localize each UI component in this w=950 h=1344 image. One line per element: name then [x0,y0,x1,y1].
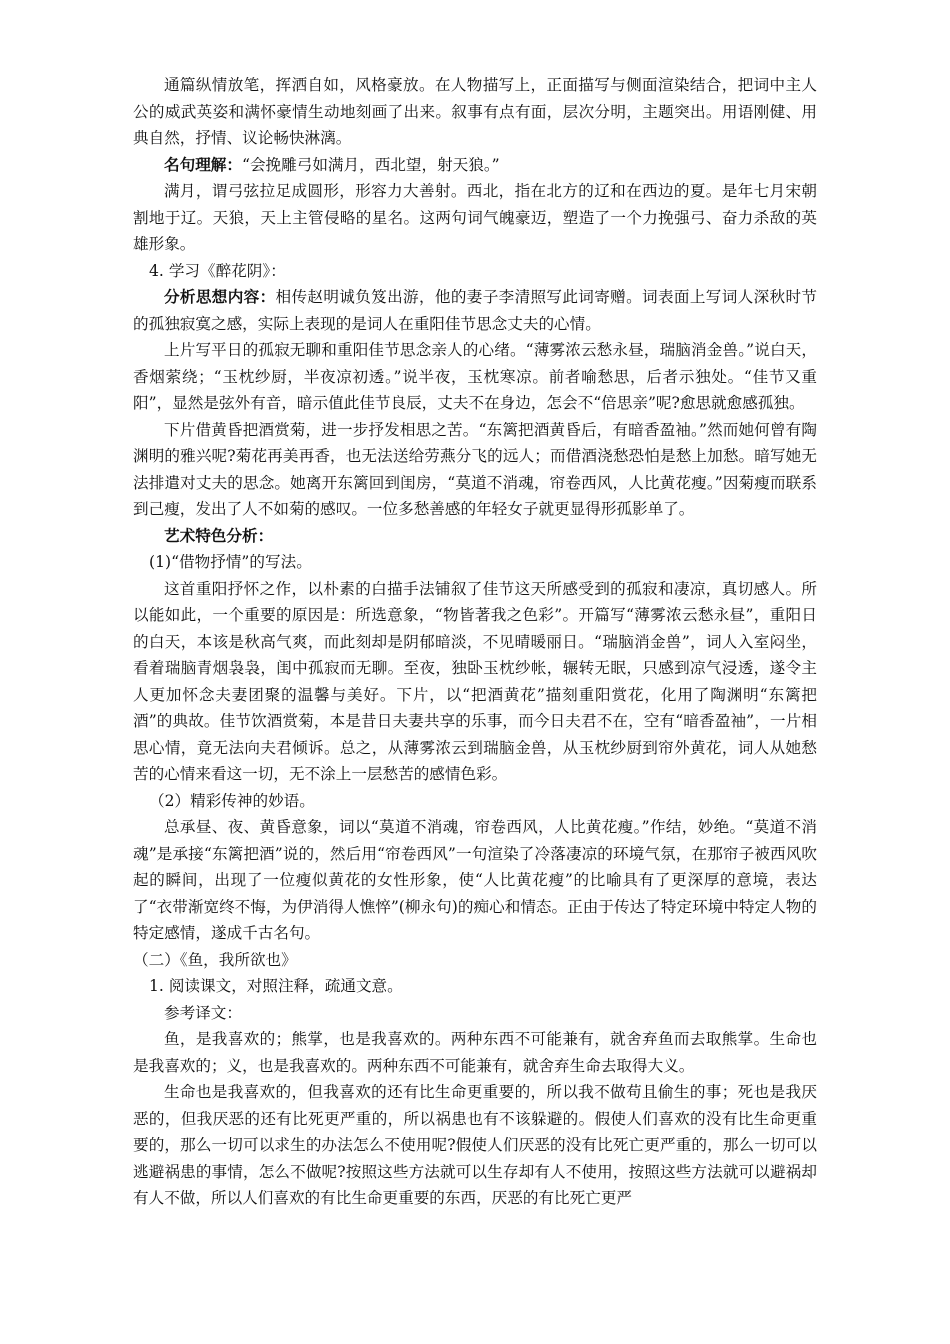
step-heading-1: 1. 阅读课文，对照注释，疏通文意。 [149,977,403,995]
paragraph-translation-1: 鱼，是我喜欢的；熊掌，也是我喜欢的。两种东西不可能兼有，就舍弃鱼而去取熊掌。生命也是我喜欢的；义，也是我喜欢的。两种东西不可能兼有，就舍弃生命去取得大义。 [133,1030,817,1075]
paragraph-famous-line [133,152,817,179]
paragraph-famous-line-explanation: 满月，谓弓弦拉足成圆形，形容力大善射。西北，指在北方的辽和在西边的夏。是年七月宋朝割地于辽。天狼，天上主管侵略的星名。这两句词气魄豪迈，塑造了一个力挽强弓、奋力杀敌的英雄形象。 [133,182,817,253]
section-heading-zuihuayin: 4. 学习《醉花阴》： [149,261,286,280]
translation-label: 参考译文： [164,1003,242,1022]
art-features-heading: 艺术特色分析： [164,525,274,545]
paragraph-feature-1: 这首重阳抒怀之作，以朴素的白描手法铺叙了佳节这天所感受到的孤寂和凄凉，真切感人。所以能如此，一个重要的原因是：所选意象，“物皆著我之色彩”。开篇写“薄雾浓云愁永昼”，重阳日的白天，本该是秋高气爽，而此刻却是阴郁暗淡，不见晴暖丽日。“瑞脑消金兽”，词人入室闷坐，看着瑞脑青烟袅袅，闺中孤寂而无聊。至夜，独卧玉枕纱帐，辗转无眠，只感到凉气浸透，遂令主人更加怀念夫妻团聚的温馨与美好。下片，以“把酒黄花”描刻重阳赏花，化用了陶渊明“东篱把酒”的典故。佳节饮酒赏菊，本是昔日夫妻共享的乐事，而今日夫君不在，空有“暗香盈袖”，一片相思心情，竟无法向夫君倾诉。总之，从薄雾浓云到瑞脑金兽，从玉枕纱厨到帘外黄花，词人从她愁苦的心情来看这一切，无不涂上一层愁苦的感情色彩。 [133,579,817,783]
paragraph-content-analysis [133,284,817,337]
paragraph-upper-stanza: 上片写平日的孤寂无聊和重阳佳节思念亲人的心绪。“薄雾浓云愁永昼，瑞脑消金兽。”说白天，香烟萦绕；“玉枕纱厨，半夜凉初透。”说半夜，玉枕寒凉。前者喻愁思，后者示独处。“佳节又重阳”，显然是弦外有音，暗示值此佳节良辰，丈夫不在身边，怎会不“倍思亲”呢?愈思就愈感孤独。 [133,341,817,412]
paragraph-lower-stanza: 下片借黄昏把酒赏菊，进一步抒发相思之苦。“东篱把酒黄昏后，有暗香盈袖。”然而她何曾有陶渊明的雅兴呢?菊花再美再香，也无法送给劳燕分飞的远人；而借酒浇愁恐怕是愁上加愁。暗写她无法排遣对丈夫的思念。她离开东篱回到闺房，“莫道不消魂，帘卷西风，人比黄花瘦。”因菊瘦而联系到己瘦，发出了人不如菊的感叹。一位多愁善感的年轻女子就更显得形孤影单了。 [133,420,817,518]
section-heading-yu: （二）《鱼，我所欲也》 [133,950,297,969]
content-analysis-text: 相传赵明诚负笈出游，他的妻子李清照写此词寄赠。词表面上写词人深秋时节的孤独寂寞之感，实际上表现的是词人在重阳佳节思念丈夫的心情。 [133,288,817,333]
famous-line-text: “会挽雕弓如满月，西北望，射天狼。” [241,155,500,174]
subheading-1: (1)“借物抒情”的写法。 [149,553,312,571]
content-analysis-label: 分析思想内容： [164,287,276,306]
paragraph-translation-2: 生命也是我喜欢的，但我喜欢的还有比生命更重要的，所以我不做苟且偷生的事；死也是我厌恶的，但我厌恶的还有比死更严重的，所以祸患也有不该躲避的。假使人们喜欢的没有比生命更重要的，那么一切可以求生的办法怎么不使用呢?假使人们厌恶的没有比死亡更严重的，那么一切可以逃避祸患的事情，怎么不做呢?按照这些方法就可以生存却有人不使用，按照这些方法就可以避祸却有人不做，所以人们喜欢的有比生命更重要的东西，厌恶的有比死亡更严 [133,1083,817,1207]
paragraph-feature-2: 总承昼、夜、黄昏意象，词以“莫道不消魂，帘卷西风，人比黄花瘦。”作结，妙绝。“莫道不消魂”是承接“东篱把酒”说的，然后用“帘卷西风”一句渲染了冷落凄凉的环境气氛，在那帘子被西风吹起的瞬间，出现了一位瘦似黄花的女性形象，使“人比黄花瘦”的比喻具有了更深厚的意境，表达了“衣带渐宽终不悔，为伊消得人憔悴”(柳永句)的痴心和情态。正由于传达了特定环境中特定人物的特定感情，遂成千古名句。 [133,818,817,942]
subheading-2: （2）精彩传神的妙语。 [149,791,315,810]
famous-line-label: 名句理解： [164,154,242,174]
paragraph-summary: 通篇纵情放笔，挥洒自如，风格豪放。在人物描写上，正面描写与侧面渲染结合，把词中主人公的威武英姿和满怀豪情生动地刻画了出来。叙事有点有面，层次分明，主题突出。用语刚健、用典自然，抒情、议论畅快淋漓。 [133,76,817,147]
